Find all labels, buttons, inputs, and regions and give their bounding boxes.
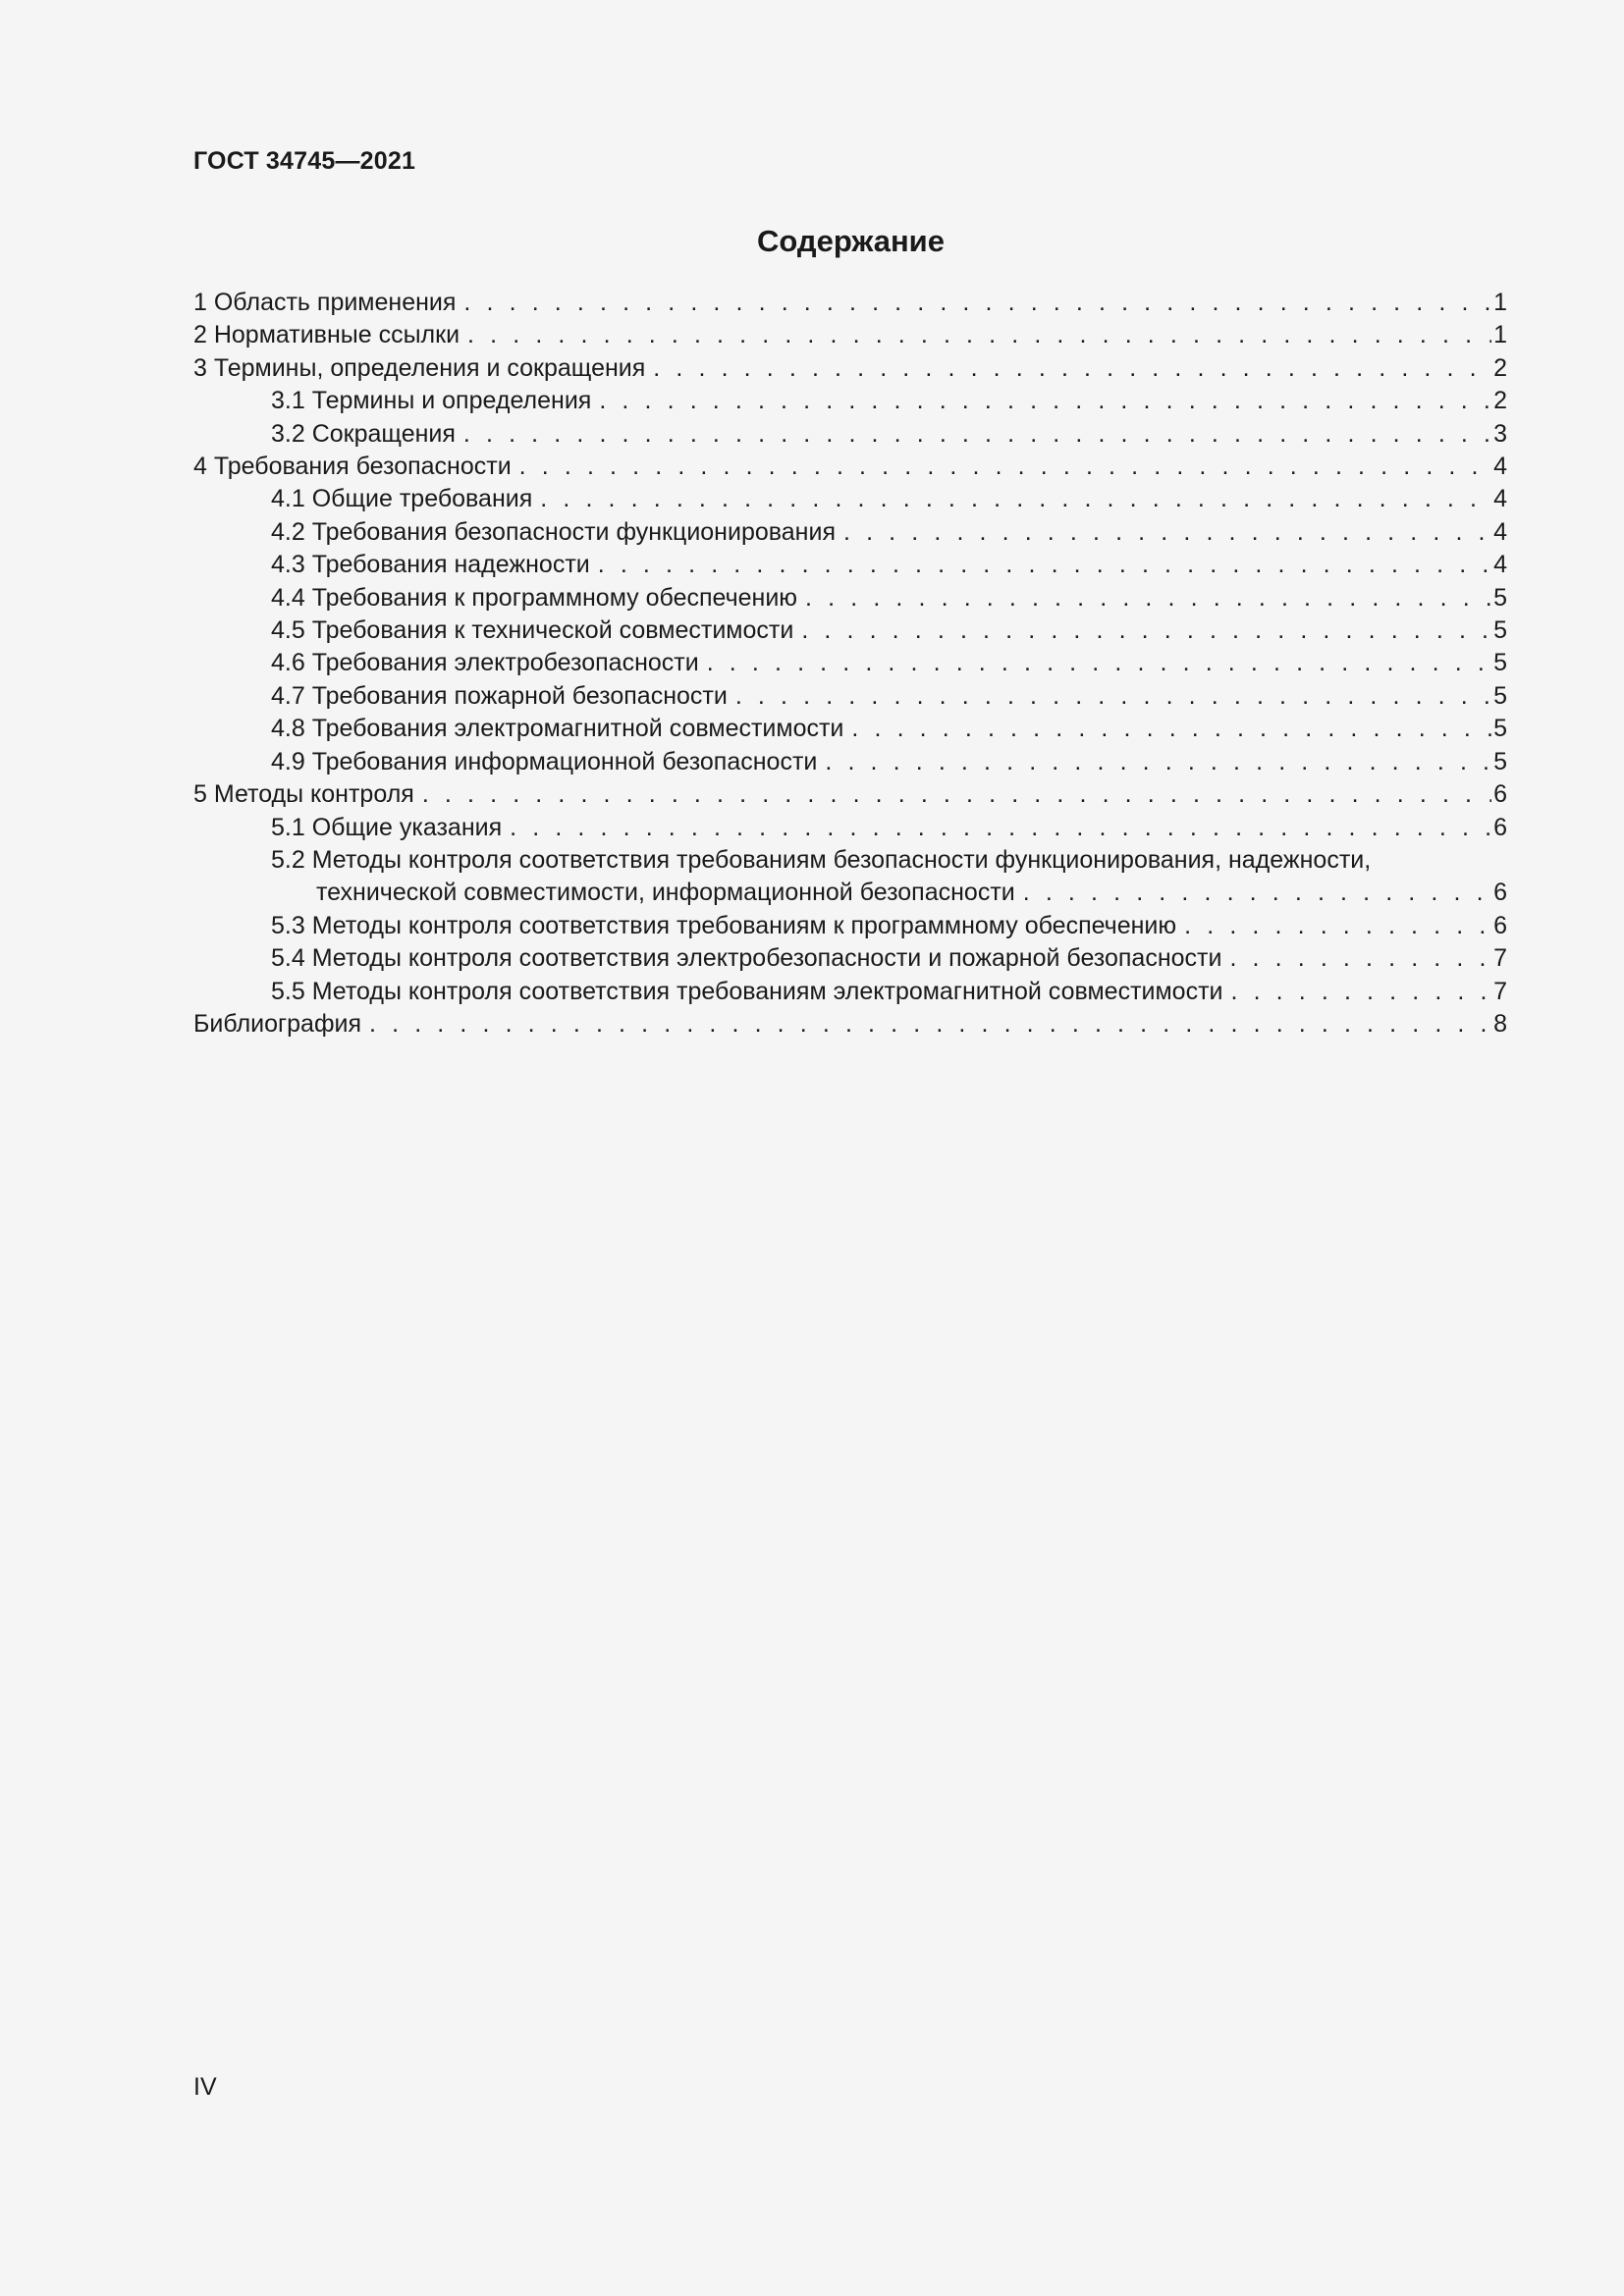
toc-dot-leader bbox=[422, 778, 1491, 811]
toc-entry-5-2-continuation[interactable] bbox=[193, 877, 1507, 909]
toc-entry-text: Библиография bbox=[193, 1009, 362, 1038]
toc-entry-page: 5 bbox=[1493, 649, 1507, 677]
toc-entry-page: 5 bbox=[1493, 616, 1507, 645]
toc-entry-page: 2 bbox=[1493, 387, 1507, 415]
toc-entry-4-2[interactable] bbox=[193, 516, 1507, 549]
toc-entry-page: 4 bbox=[1493, 485, 1507, 513]
toc-entry-3[interactable] bbox=[193, 352, 1507, 385]
toc-dot-leader bbox=[510, 812, 1491, 844]
toc-title: Содержание bbox=[757, 224, 945, 258]
toc-entry-page: 7 bbox=[1493, 944, 1507, 973]
toc-dot-leader bbox=[825, 746, 1491, 778]
toc-entry-4-4[interactable] bbox=[193, 582, 1507, 614]
document-code: ГОСТ 34745—2021 bbox=[193, 147, 416, 175]
toc-entry-text: 3 Термины, определения и сокращения bbox=[193, 353, 646, 382]
toc-entry-page: 6 bbox=[1493, 813, 1507, 841]
toc-entry-page: 1 bbox=[1493, 289, 1507, 316]
toc-entry-5-4[interactable] bbox=[193, 942, 1507, 975]
toc-dot-leader bbox=[463, 418, 1491, 451]
toc-entry-text: технической совместимости, информационной безопасности bbox=[316, 879, 1015, 907]
toc-entry-page: 3 bbox=[1493, 419, 1507, 448]
toc-dot-leader bbox=[851, 713, 1491, 745]
toc-entry-text: 4.5 Требования к технической совместимости bbox=[271, 616, 794, 645]
toc-dot-leader bbox=[1231, 976, 1492, 1008]
toc-entry-4-1[interactable] bbox=[193, 483, 1507, 515]
toc-entry-text: 4.9 Требования информационной безопасности bbox=[271, 747, 818, 775]
toc-entry-4-5[interactable] bbox=[193, 614, 1507, 647]
toc-dot-leader bbox=[540, 483, 1491, 515]
toc-entry-4[interactable] bbox=[193, 451, 1507, 483]
toc-dot-leader bbox=[598, 549, 1491, 581]
toc-entry-4-9[interactable] bbox=[193, 746, 1507, 778]
toc-entry-text: 5 Методы контроля bbox=[193, 780, 414, 809]
toc-entry-page: 2 bbox=[1493, 353, 1507, 382]
toc-entry-text: 2 Нормативные ссылки bbox=[193, 321, 460, 349]
toc-entry-5-5[interactable] bbox=[193, 976, 1507, 1008]
page-number: IV bbox=[193, 2073, 217, 2101]
toc-entry-text: 4.8 Требования электромагнитной совместимости bbox=[271, 715, 844, 743]
toc-entry-3-2[interactable] bbox=[193, 418, 1507, 451]
toc-entry-page: 4 bbox=[1493, 453, 1507, 481]
toc-dot-leader bbox=[653, 352, 1491, 385]
toc-entry-text: 4.4 Требования к программному обеспечению bbox=[271, 583, 798, 612]
toc-entry-page: 4 bbox=[1493, 517, 1507, 546]
toc-dot-leader bbox=[1023, 877, 1491, 909]
toc-entry-page: 7 bbox=[1493, 977, 1507, 1005]
toc-entry-page: 5 bbox=[1493, 747, 1507, 775]
toc-entry-page: 6 bbox=[1493, 780, 1507, 809]
toc-dot-leader bbox=[735, 680, 1491, 713]
toc-entry-text: 4.6 Требования электробезопасности bbox=[271, 649, 699, 677]
toc-entry-text: 5.1 Общие указания bbox=[271, 813, 503, 841]
toc-dot-leader bbox=[1184, 910, 1491, 942]
toc-entry-5-2-first-line[interactable]: 5.2 Методы контроля соответствия требованиям безопасности функционирования, надежности, bbox=[271, 845, 1372, 874]
toc-entry-text: 4 Требования безопасности bbox=[193, 453, 512, 481]
toc-dot-leader bbox=[801, 614, 1491, 647]
toc-entry-page: 6 bbox=[1493, 911, 1507, 939]
toc-dot-leader bbox=[707, 647, 1491, 679]
toc-entry-2[interactable] bbox=[193, 319, 1507, 351]
toc-entry-page: 5 bbox=[1493, 583, 1507, 612]
toc-entry-text: 4.7 Требования пожарной безопасности bbox=[271, 681, 728, 710]
toc-entry-page: 4 bbox=[1493, 551, 1507, 579]
toc-entry-4-6[interactable] bbox=[193, 647, 1507, 679]
toc-dot-leader bbox=[467, 319, 1491, 351]
toc-entry-4-7[interactable] bbox=[193, 680, 1507, 713]
toc-entry-text: 3.1 Термины и определения bbox=[271, 387, 592, 415]
toc-entry-page: 5 bbox=[1493, 715, 1507, 743]
toc-entry-text: 5.4 Методы контроля соответствия электробезопасности и пожарной безопасности bbox=[271, 944, 1222, 973]
toc-entry-bibliography[interactable] bbox=[193, 1008, 1507, 1041]
table-of-contents bbox=[193, 287, 1507, 1041]
toc-entry-text: 5.5 Методы контроля соответствия требованиям электромагнитной совместимости bbox=[271, 977, 1223, 1005]
toc-entry-1[interactable] bbox=[193, 287, 1507, 319]
toc-dot-leader bbox=[599, 385, 1491, 417]
toc-dot-leader bbox=[1229, 942, 1491, 975]
toc-entry-page: 1 bbox=[1493, 321, 1507, 349]
toc-dot-leader bbox=[369, 1008, 1491, 1041]
toc-entry-5-1[interactable] bbox=[193, 812, 1507, 844]
toc-entry-text: 4.3 Требования надежности bbox=[271, 551, 590, 579]
toc-entry-5-3[interactable] bbox=[193, 910, 1507, 942]
toc-dot-leader bbox=[519, 451, 1491, 483]
toc-dot-leader bbox=[805, 582, 1491, 614]
toc-dot-leader bbox=[463, 287, 1491, 319]
toc-entry-4-3[interactable] bbox=[193, 549, 1507, 581]
toc-entry-text: 4.1 Общие требования bbox=[271, 485, 533, 513]
toc-entry-text: 4.2 Требования безопасности функционирования bbox=[271, 517, 836, 546]
toc-entry-page: 8 bbox=[1493, 1009, 1507, 1038]
toc-entry-text: 1 Область применения bbox=[193, 289, 457, 316]
toc-entry-page: 6 bbox=[1493, 879, 1507, 907]
toc-entry-text: 3.2 Сокращения bbox=[271, 419, 456, 448]
toc-entry-text: 5.3 Методы контроля соответствия требованиям к программному обеспечению bbox=[271, 911, 1177, 939]
toc-entry-5[interactable] bbox=[193, 778, 1507, 811]
toc-entry-page: 5 bbox=[1493, 681, 1507, 710]
toc-dot-leader bbox=[843, 516, 1491, 549]
toc-entry-4-8[interactable] bbox=[193, 713, 1507, 745]
toc-entry-3-1[interactable] bbox=[193, 385, 1507, 417]
